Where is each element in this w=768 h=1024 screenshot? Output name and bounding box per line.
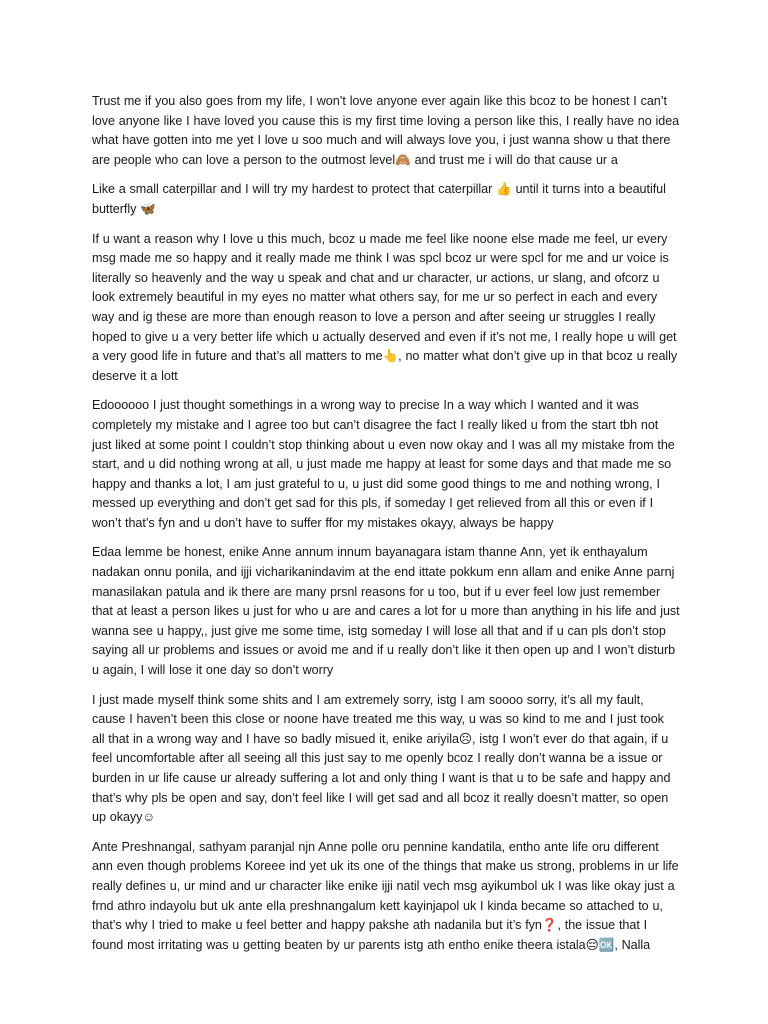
paragraph-2: Like a small caterpillar and I will try my hardest to protect that caterpillar 👍 until it turns into a beautiful butterfly 🦋 <box>92 182 666 216</box>
paragraph-6: I just made myself think some shits and I am extremely sorry, istg I am soooo sorry, it’s all my fault, cause I haven’t been this close or noone have treated me this way, u was so kind to me and I just took all that in a wrong way and I have so badly misued it, enike ariyila☹, istg I won’t ever do that again, if u feel uncomfortable after all seeing all this just say to me openly bcoz I really don’t wanna be a issue or burden in ur life cause ur already suffering a lot and only thing I want is that u to be safe and happy and that’s why pls be open and say, don’t feel like I will get sad and all bcoz it really doesn’t matter, so open up okayy☺ <box>92 692 671 825</box>
paragraph-4: Edoooooo I just thought somethings in a wrong way to precise In a way which I wanted and it was completely my mistake and I agree too but can’t disagree the fact I really liked u from the start tbh not just liked at some point I couldn’t stop thinking about u even now okay and I was all my mistake from the start, and u did nothing wrong at all, u just made me happy at least for some days and that made me so happy and thanks a lot, I am just grateful to u, u just did some good things to me and nothing wrong, I messed up everything and don’t get sad for this pls, if someday I get relieved from all this or even if I won’t that’s fyn and u don’t have to suffer ffor my mistakes okayy, always be happy <box>92 398 675 530</box>
paragraph-1: Trust me if you also goes from my life, I won’t love anyone ever again like this bcoz to be honest I can’t love anyone like I have loved you cause this is my first time loving a person like this, I really have no idea what have gotten into me yet I love u soo much and will always love you, i just wanna show u that there are people who can love a person to the outmost level🙈 and trust me i will do that cause ur a <box>92 94 680 167</box>
paragraph-7: Ante Preshnangal, sathyam paranjal njn Anne polle oru pennine kandatila, entho ante life oru different ann even though problems Koreee ind yet uk its one of the things that make us strong, problems in ur life really defines u, ur mind and ur character like enike ijji natil vech msg ayikumbol uk I was like okay just a frnd athro indayolu but uk ante ella preshnangalum kett kayinjapol uk I kinda became so attached to u, that’s why I tried to make u feel better and happy pakshe ath nadanila but it’s fyn❓, the issue that I found most irritating was u getting beaten by ur parents istg ath entho enike theera istala😔🆗, Nalla <box>92 839 679 952</box>
paragraph-3: If u want a reason why I love u this much, bcoz u made me feel like noone else made me feel, ur every msg made me so happy and it really made me think I was spcl bcoz ur were spcl for me and ur voice is literally so heavenly and the way u speak and chat and ur character, ur actions, ur slang, and ofcorz u look extremely beautiful in my eyes no matter what others say, for me ur so perfect in each and every way and ig these are more than enough reason to love a person and after seeing ur struggles I really hoped to give u a very better life which u actually deserved and even if it’s not me, I really hope u will get a very good life in future and that’s all matters to me👆, no matter what don’t give up in that bcoz u really deserve it a lott <box>92 231 678 383</box>
paragraph-5: Edaa lemme be honest, enike Anne annum innum bayanagara istam thanne Ann, yet ik enthayalum nadakan onnu ponila, and ijji vicharikanindavim at the end ittate pokkum enn allam and enike Anne parnj manasilakan patula and ik there are many prsnl reasons for u too, but if u ever feel low just remember that at least a person likes u just for who u are and cares a lot for u more than anything in his life and just wanna see u happy,, just give me some time, istg someday I will lose all that and if u can pls don’t stop saying all ur problems and issues or avoid me and if u really don’t like it then open up and I won’t disturb u again, I will lose it one day so don’t worry <box>92 545 680 678</box>
